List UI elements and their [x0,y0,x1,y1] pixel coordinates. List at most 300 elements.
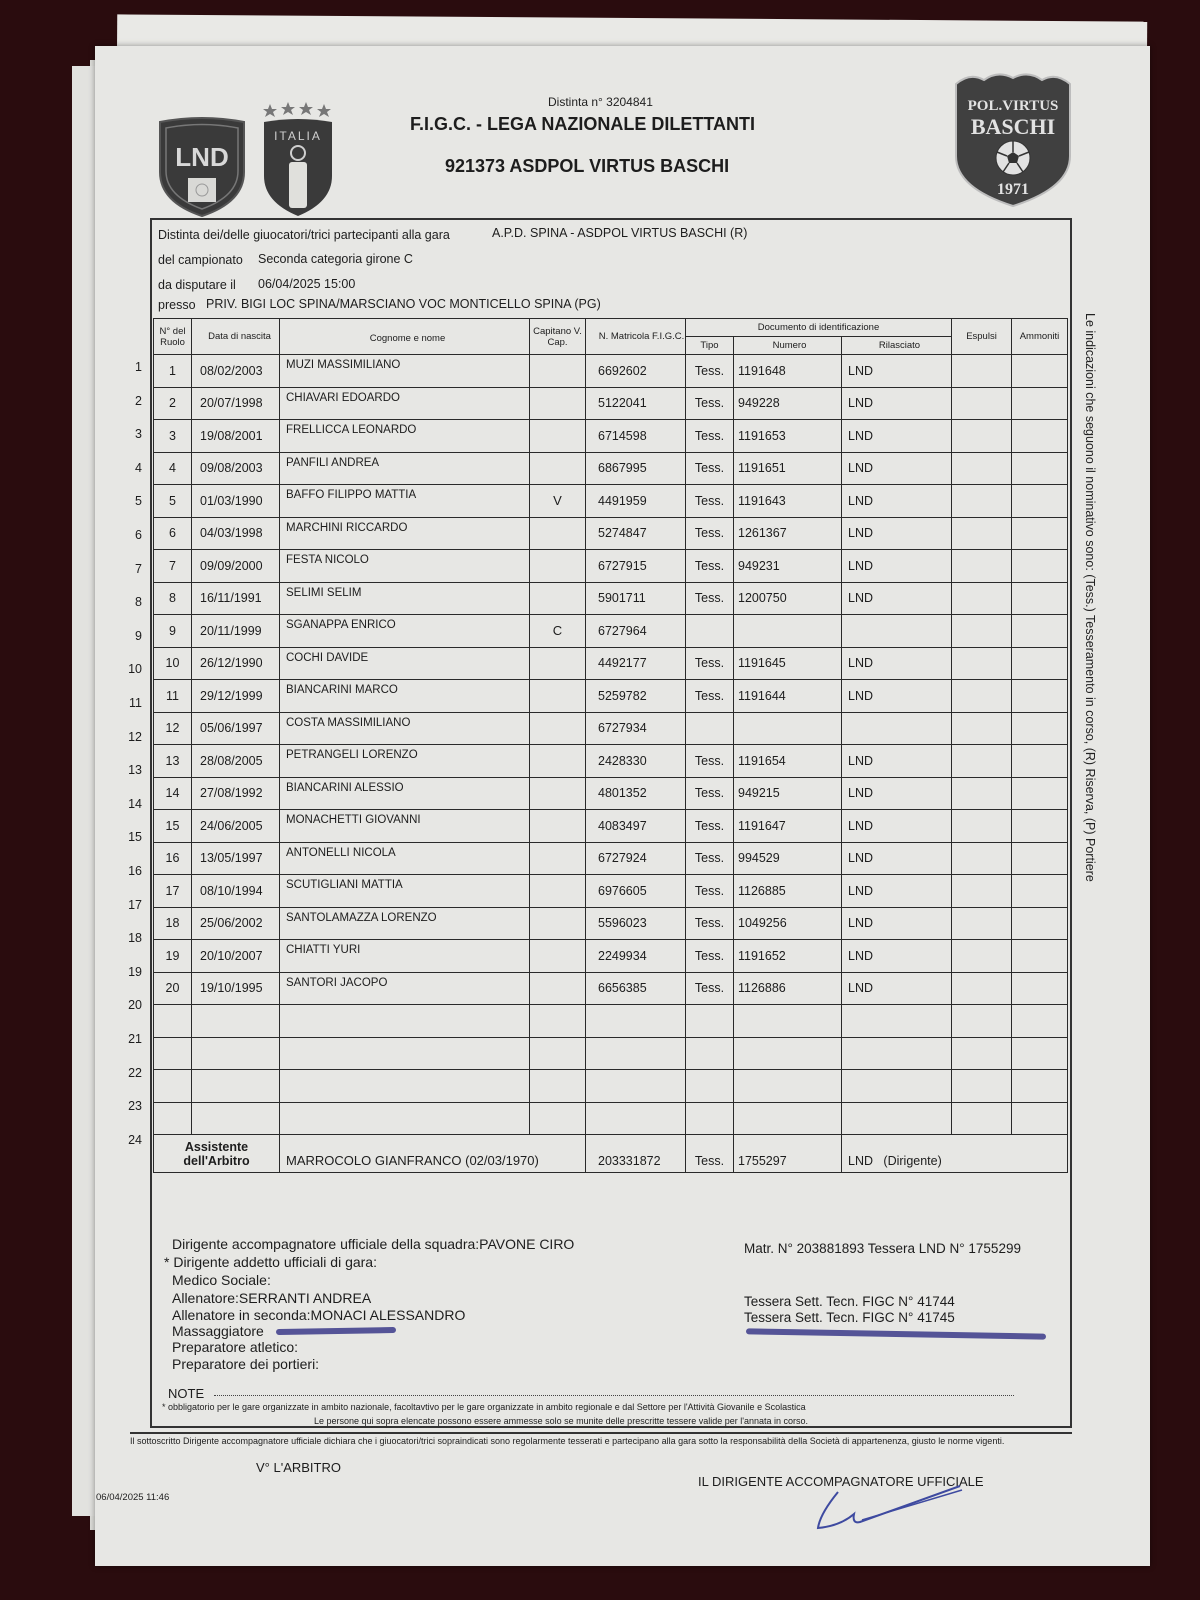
side-legend-note: Le indicazioni che seguono il nominativo sono: (Tess.) Tesseramento in corso, (R) Riserva, (P) Portiere [1083,313,1097,882]
cell-ruolo: 14 [154,777,192,810]
cell-tipo: Tess. [686,907,734,940]
note-label: NOTE [168,1386,205,1401]
row-number: 23 [128,1099,142,1114]
cell-espulsi [952,1102,1012,1135]
cell-ammoniti [1012,1037,1068,1070]
arbitro-signature-label: V° L'ARBITRO [256,1460,341,1475]
cell-capitano [530,550,586,583]
cell-rilasciato [842,1037,952,1070]
row-number: 7 [135,561,142,576]
cell-cognome-nome: PANFILI ANDREA [280,452,530,485]
cell-numero: 1191647 [734,810,842,843]
cell-data-nascita: 24/06/2005 [192,810,280,843]
club-logo-icon [952,70,1074,210]
cell-tipo: Tess. [686,387,734,420]
cell-numero: 949231 [734,550,842,583]
cell-data-nascita: 27/08/1992 [192,777,280,810]
cell-tipo [686,1037,734,1070]
cell-capitano [530,680,586,713]
cell-rilasciato [842,1102,952,1135]
cell-rilasciato: LND [842,452,952,485]
cell-capitano: C [530,615,586,648]
header-data-nascita: Data di nascita [192,319,280,355]
row-number: 14 [128,796,142,811]
cell-data-nascita: 25/06/2002 [192,907,280,940]
cell-cognome-nome [280,1037,530,1070]
row-number: 4 [135,460,142,475]
row-number: 5 [135,494,142,509]
cell-ammoniti [1012,745,1068,778]
cell-tipo: Tess. [686,452,734,485]
assistant-label-line2: dell'Arbitro [183,1153,250,1168]
cell-tipo: Tess. [686,550,734,583]
cell-data-nascita: 20/07/1998 [192,387,280,420]
cell-espulsi [952,875,1012,908]
assistant-row [154,1135,1068,1173]
cell-ammoniti [1012,550,1068,583]
cell-numero [734,1070,842,1103]
table-row [154,1037,1068,1070]
header-ammoniti: Ammoniti [1012,319,1068,355]
cell-ruolo: 19 [154,940,192,973]
cell-ammoniti [1012,420,1068,453]
cell-numero [734,1005,842,1038]
cell-ammoniti [1012,647,1068,680]
cell-numero: 1191643 [734,485,842,518]
cell-numero: 1191651 [734,452,842,485]
row-number: 10 [128,662,142,677]
cell-capitano [530,712,586,745]
cell-espulsi [952,1070,1012,1103]
dirigente-accompagnatore: Dirigente accompagnatore ufficiale della squadra:PAVONE CIRO [172,1236,575,1252]
cell-matricola: 6692602 [586,355,686,388]
cell-capitano [530,1102,586,1135]
cell-data-nascita: 26/12/1990 [192,647,280,680]
cell-tipo: Tess. [686,940,734,973]
cell-tipo [686,1102,734,1135]
cell-espulsi [952,940,1012,973]
cell-cognome-nome: SCUTIGLIANI MATTIA [280,875,530,908]
cell-ruolo: 6 [154,517,192,550]
cell-capitano [530,745,586,778]
table-row [154,875,1068,908]
italia-logo-text: ITALIA [274,129,322,143]
cell-matricola [586,1005,686,1038]
cell-data-nascita: 19/08/2001 [192,420,280,453]
cell-matricola [586,1102,686,1135]
cell-cognome-nome: SGANAPPA ENRICO [280,615,530,648]
cell-data-nascita: 08/02/2003 [192,355,280,388]
cell-capitano [530,810,586,843]
cell-matricola [586,1070,686,1103]
cell-rilasciato: LND [842,680,952,713]
luogo-label: presso [158,298,196,312]
cell-data-nascita: 19/10/1995 [192,972,280,1005]
row-number: 24 [128,1132,142,1147]
table-row [154,387,1068,420]
cell-data-nascita: 09/09/2000 [192,550,280,583]
cell-tipo [686,1005,734,1038]
cell-rilasciato: LND [842,745,952,778]
cell-matricola: 2428330 [586,745,686,778]
cell-data-nascita: 04/03/1998 [192,517,280,550]
cell-capitano [530,1005,586,1038]
row-number: 22 [128,1065,142,1080]
cell-ammoniti [1012,1070,1068,1103]
header-documento: Documento di identificazione [686,319,952,337]
cell-rilasciato [842,1070,952,1103]
footnote-obbligatorio: * obbligatorio per le gare organizzate in ambito nazionale, facoltavtivo per le gare organizzate in ambito regionale e dal Settore per l'Attività Giovanile e Scolastica [162,1402,806,1412]
cell-espulsi [952,615,1012,648]
cell-tipo: Tess. [686,355,734,388]
cell-matricola: 5901711 [586,582,686,615]
cell-ammoniti [1012,842,1068,875]
allenatore-tessera: Tessera Sett. Tecn. FIGC N° 41744 [744,1294,955,1309]
row-number: 12 [128,729,142,744]
assistant-numero: 1755297 [734,1135,842,1173]
cell-ammoniti [1012,485,1068,518]
table-row [154,1070,1068,1103]
cell-cognome-nome: BAFFO FILIPPO MATTIA [280,485,530,518]
figc-italia-logo-icon [258,100,338,218]
cell-cognome-nome: SANTORI JACOPO [280,972,530,1005]
row-number: 11 [129,696,142,710]
cell-capitano [530,875,586,908]
cell-cognome-nome: FESTA NICOLO [280,550,530,583]
cell-numero: 1049256 [734,907,842,940]
row-number: 16 [128,864,142,878]
header-tipo: Tipo [686,337,734,355]
allenatore-in-seconda: Allenatore in seconda:MONACI ALESSANDRO [172,1307,466,1323]
assistant-label [154,1135,280,1173]
cell-espulsi [952,1037,1012,1070]
cell-cognome-nome: ANTONELLI NICOLA [280,842,530,875]
campionato-label: del campionato [158,253,243,267]
cell-data-nascita [192,1037,280,1070]
cell-matricola: 6656385 [586,972,686,1005]
preparatore-portieri: Preparatore dei portieri: [172,1356,320,1372]
cell-tipo: Tess. [686,517,734,550]
lnd-logo-text: LND [175,142,229,172]
cell-tipo [686,712,734,745]
table-row [154,420,1068,453]
table-row [154,1005,1068,1038]
cell-matricola: 6867995 [586,452,686,485]
row-number: 17 [128,897,142,912]
cell-matricola: 6714598 [586,420,686,453]
cell-tipo: Tess. [686,745,734,778]
table-row [154,907,1068,940]
cell-numero [734,1102,842,1135]
cell-ruolo: 4 [154,452,192,485]
cell-espulsi [952,355,1012,388]
cell-tipo: Tess. [686,842,734,875]
cell-capitano [530,907,586,940]
cell-capitano [530,517,586,550]
cell-espulsi [952,680,1012,713]
cell-cognome-nome: COSTA MASSIMILIANO [280,712,530,745]
cell-espulsi [952,907,1012,940]
cell-rilasciato: LND [842,420,952,453]
cell-espulsi [952,550,1012,583]
assistant-tipo: Tess. [686,1135,734,1173]
cell-data-nascita [192,1005,280,1038]
cell-matricola: 5122041 [586,387,686,420]
header-capitano: Capitano V. Cap. [530,319,586,355]
table-row [154,777,1068,810]
cell-tipo: Tess. [686,875,734,908]
dirigente-addetto: * Dirigente addetto ufficiali di gara: [164,1254,377,1270]
cell-matricola: 6976605 [586,875,686,908]
cell-rilasciato: LND [842,387,952,420]
club-logo-year: 1971 [997,181,1029,198]
cell-data-nascita: 01/03/1990 [192,485,280,518]
cell-rilasciato: LND [842,355,952,388]
cell-matricola: 4801352 [586,777,686,810]
cell-numero: 1191652 [734,940,842,973]
cell-cognome-nome: SELIMI SELIM [280,582,530,615]
cell-numero: 1191654 [734,745,842,778]
cell-espulsi [952,777,1012,810]
table-row [154,1102,1068,1135]
cell-ruolo: 20 [154,972,192,1005]
table-row [154,810,1068,843]
medico-sociale: Medico Sociale: [172,1272,271,1288]
row-number: 21 [128,1032,142,1046]
cell-espulsi [952,842,1012,875]
header-rilasciato: Rilasciato [842,337,952,355]
cell-rilasciato [842,712,952,745]
cell-espulsi [952,647,1012,680]
cell-cognome-nome [280,1005,530,1038]
cell-tipo: Tess. [686,485,734,518]
footnote-persone: Le persone qui sopra elencate possono essere ammesse solo se munite delle prescritte tessere valide per l'annata in corso. [314,1416,808,1426]
cell-capitano [530,972,586,1005]
cell-cognome-nome: MARCHINI RICCARDO [280,517,530,550]
cell-rilasciato [842,615,952,648]
cell-numero: 1200750 [734,582,842,615]
row-number: 2 [135,393,142,408]
cell-ruolo: 13 [154,745,192,778]
club-logo-line2: BASCHI [970,114,1056,139]
massaggiatore: Massaggiatore [172,1323,264,1339]
cell-rilasciato: LND [842,875,952,908]
cell-matricola: 6727964 [586,615,686,648]
cell-ammoniti [1012,517,1068,550]
cell-ammoniti [1012,810,1068,843]
cell-ammoniti [1012,615,1068,648]
cell-capitano [530,582,586,615]
cell-matricola: 4083497 [586,810,686,843]
cell-data-nascita: 13/05/1997 [192,842,280,875]
cell-rilasciato: LND [842,517,952,550]
table-row [154,485,1068,518]
club-name: 921373 ASDPOL VIRTUS BASCHI [445,156,730,176]
cell-data-nascita: 20/10/2007 [192,940,280,973]
cell-numero: 1126885 [734,875,842,908]
cell-matricola: 6727934 [586,712,686,745]
print-timestamp: 06/04/2025 11:46 [96,1492,170,1503]
cell-matricola: 6727915 [586,550,686,583]
cell-capitano [530,647,586,680]
row-number: 20 [128,998,142,1013]
cell-capitano [530,452,586,485]
table-row [154,680,1068,713]
cell-capitano [530,355,586,388]
declaration-text: Il sottoscritto Dirigente accompagnatore ufficiale dichiara che i giuocatori/trici sopraindicati sono regolarmente tesserati e partecipano alla gara sotto la responsabilità della Società di appartenenza, giusto le norme vigenti. [130,1436,1005,1446]
cell-numero: 949228 [734,387,842,420]
table-row [154,745,1068,778]
distinta-number: Distinta n° 3204841 [548,95,653,109]
header-numero: Numero [734,337,842,355]
cell-ammoniti [1012,355,1068,388]
cell-cognome-nome: BIANCARINI ALESSIO [280,777,530,810]
cell-data-nascita: 20/11/1999 [192,615,280,648]
cell-cognome-nome [280,1070,530,1103]
cell-matricola: 4492177 [586,647,686,680]
cell-espulsi [952,387,1012,420]
row-number: 8 [135,595,142,610]
cell-espulsi [952,485,1012,518]
cell-cognome-nome: SANTOLAMAZZA LORENZO [280,907,530,940]
cell-data-nascita [192,1070,280,1103]
cell-cognome-nome: BIANCARINI MARCO [280,680,530,713]
cell-capitano [530,420,586,453]
cell-data-nascita [192,1102,280,1135]
cell-tipo: Tess. [686,777,734,810]
table-row [154,940,1068,973]
cell-espulsi [952,452,1012,485]
cell-ammoniti [1012,582,1068,615]
row-number: 19 [128,964,142,979]
cell-espulsi [952,582,1012,615]
cell-matricola: 2249934 [586,940,686,973]
cell-espulsi [952,712,1012,745]
cell-tipo: Tess. [686,647,734,680]
campionato-value: Seconda categoria girone C [258,252,413,266]
cell-cognome-nome: MUZI MASSIMILIANO [280,355,530,388]
gara-label: Distinta dei/delle giuocatori/trici partecipanti alla gara [158,228,450,242]
assistant-rilasciato: LND (Dirigente) [842,1135,1068,1173]
cell-ammoniti [1012,387,1068,420]
cell-espulsi [952,420,1012,453]
cell-capitano [530,1037,586,1070]
cell-ammoniti [1012,712,1068,745]
row-number: 15 [128,830,142,845]
cell-cognome-nome: CHIAVARI EDOARDO [280,387,530,420]
cell-ammoniti [1012,972,1068,1005]
cell-cognome-nome [280,1102,530,1135]
cell-data-nascita: 16/11/1991 [192,582,280,615]
cell-numero [734,615,842,648]
cell-numero [734,1037,842,1070]
header-espulsi: Espulsi [952,319,1012,355]
row-number: 3 [135,427,142,442]
cell-numero: 949215 [734,777,842,810]
cell-ruolo: 18 [154,907,192,940]
row-number: 6 [135,528,142,542]
table-row [154,452,1068,485]
allenatore: Allenatore:SERRANTI ANDREA [172,1290,372,1306]
cell-rilasciato: LND [842,842,952,875]
table-row [154,615,1068,648]
cell-matricola: 4491959 [586,485,686,518]
cell-rilasciato: LND [842,940,952,973]
header-matricola: N. Matricola F.I.G.C. [586,319,686,355]
cell-ammoniti [1012,1102,1068,1135]
table-header-row [154,319,1068,337]
row-number: 9 [135,628,142,643]
cell-numero: 1191645 [734,647,842,680]
cell-ruolo: 9 [154,615,192,648]
row-number: 1 [135,360,142,374]
cell-data-nascita: 28/08/2005 [192,745,280,778]
cell-espulsi [952,810,1012,843]
table-row [154,582,1068,615]
cell-espulsi [952,745,1012,778]
cell-numero: 1191644 [734,680,842,713]
cell-data-nascita: 29/12/1999 [192,680,280,713]
cell-data-nascita: 08/10/1994 [192,875,280,908]
cell-cognome-nome: FRELLICCA LEONARDO [280,420,530,453]
cell-numero: 1191648 [734,355,842,388]
cell-ruolo [154,1005,192,1038]
cell-ruolo: 17 [154,875,192,908]
cell-ruolo: 12 [154,712,192,745]
cell-capitano [530,387,586,420]
cell-ruolo [154,1037,192,1070]
cell-ammoniti [1012,452,1068,485]
cell-matricola: 6727924 [586,842,686,875]
cell-ammoniti [1012,940,1068,973]
note-dotted-line [214,1395,1014,1396]
cell-rilasciato: LND [842,647,952,680]
cell-numero [734,712,842,745]
cell-rilasciato: LND [842,972,952,1005]
dirigente-signature-label: IL DIRIGENTE ACCOMPAGNATORE UFFICIALE [698,1474,984,1489]
cell-rilasciato: LND [842,777,952,810]
cell-ammoniti [1012,680,1068,713]
signature-icon [810,1484,970,1534]
assistant-label-line1: Assistente [184,1139,249,1154]
cell-capitano [530,842,586,875]
cell-numero: 994529 [734,842,842,875]
assistant-matricola: 203331872 [586,1135,686,1173]
cell-ruolo: 3 [154,420,192,453]
cell-ruolo: 2 [154,387,192,420]
table-row [154,712,1068,745]
cell-tipo: Tess. [686,972,734,1005]
cell-numero: 1191653 [734,420,842,453]
allenatore-in-seconda-tessera: Tessera Sett. Tecn. FIGC N° 41745 [744,1310,955,1325]
cell-rilasciato: LND [842,810,952,843]
cell-cognome-nome: PETRANGELI LORENZO [280,745,530,778]
cell-ruolo [154,1070,192,1103]
cell-matricola: 5274847 [586,517,686,550]
club-logo-line1: POL.VIRTUS [967,98,1059,114]
table-row [154,972,1068,1005]
table-row [154,842,1068,875]
cell-rilasciato: LND [842,485,952,518]
cell-tipo: Tess. [686,420,734,453]
luogo-value: PRIV. BIGI LOC SPINA/MARSCIANO VOC MONTICELLO SPINA (PG) [206,297,601,311]
data-label: da disputare il [158,278,236,292]
dirigente-tessera: Matr. N° 203881893 Tessera LND N° 1755299 [744,1241,1021,1256]
table-row [154,517,1068,550]
cell-matricola [586,1037,686,1070]
cell-ruolo: 8 [154,582,192,615]
cell-capitano: V [530,485,586,518]
